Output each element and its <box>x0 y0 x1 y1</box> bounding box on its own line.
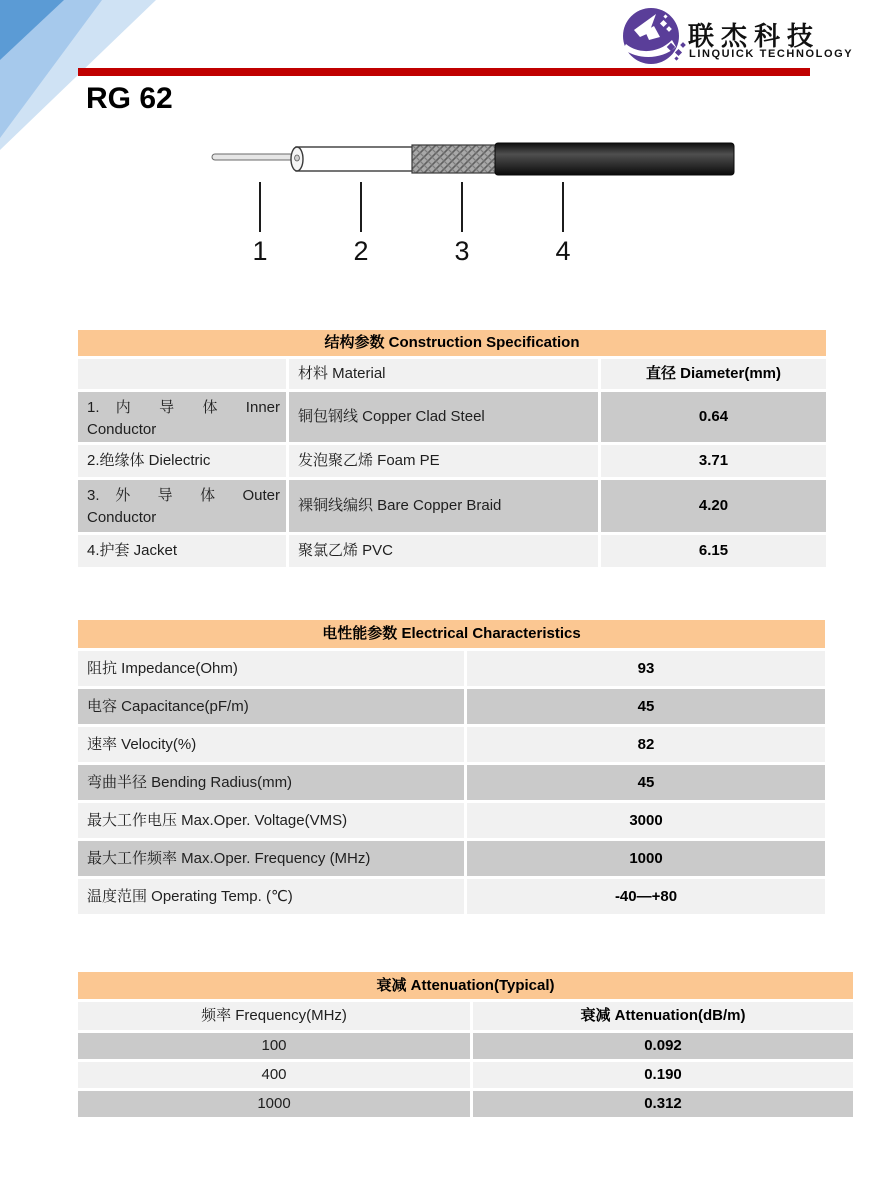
construction-row-name <box>78 392 286 442</box>
electrical-table <box>78 620 825 914</box>
cable-braid <box>412 145 500 173</box>
electrical-table-title: 电性能参数 Electrical Characteristics <box>78 620 825 648</box>
electrical-row-label: 速率 Velocity(%) <box>78 727 464 762</box>
diagram-leader-lines <box>260 182 563 232</box>
diagram-part-numbers <box>252 236 570 266</box>
attenuation-table-title: 衰减 Attenuation(Typical) <box>78 972 853 999</box>
construction-row-name-line2: Conductor <box>87 420 157 438</box>
electrical-row-value: 93 <box>467 651 825 686</box>
brand-name-english: LINQUICK TECHNOLOGY <box>689 48 854 60</box>
construction-header-diameter: 直径 Diameter(mm) <box>601 359 826 389</box>
construction-header-blank <box>78 359 286 389</box>
construction-row-diameter: 6.15 <box>601 535 826 567</box>
electrical-row-value: -40—+80 <box>467 879 825 914</box>
cable-inner-conductor <box>212 154 304 160</box>
electrical-row-value: 45 <box>467 689 825 724</box>
construction-row-name-line1: 1. 内 导 体 Inner <box>87 399 280 416</box>
electrical-row-label: 弯曲半径 Bending Radius(mm) <box>78 765 464 800</box>
diagram-label-1: 1 <box>252 236 268 266</box>
construction-header-material: 材料 Material <box>289 359 598 389</box>
construction-row-name-line1: 3. 外 导 体 Outer <box>87 487 280 504</box>
attenuation-table <box>78 972 853 1117</box>
diagram-label-3: 3 <box>454 236 470 266</box>
construction-table-title: 结构参数 Construction Specification <box>78 330 826 356</box>
diagram-label-4: 4 <box>555 236 571 266</box>
attenuation-row-frequency: 100 <box>78 1033 470 1059</box>
construction-row-diameter: 3.71 <box>601 445 826 477</box>
brand-name-chinese: 联杰科技 <box>688 21 821 51</box>
electrical-row-value: 1000 <box>467 841 825 876</box>
electrical-row-label: 最大工作电压 Max.Oper. Voltage(VMS) <box>78 803 464 838</box>
electrical-row-value: 45 <box>467 765 825 800</box>
attenuation-header-value: 衰减 Attenuation(dB/m) <box>473 1002 853 1030</box>
brand-logo-icon <box>618 4 690 68</box>
construction-row-material: 铜包钢线 Copper Clad Steel <box>289 392 598 442</box>
cable-jacket <box>495 143 734 175</box>
page-title: RG 62 <box>86 82 173 115</box>
construction-row-name: 4.护套 Jacket <box>78 535 286 567</box>
header-rule <box>78 68 810 76</box>
construction-row-material: 发泡聚乙烯 Foam PE <box>289 445 598 477</box>
construction-row-diameter: 0.64 <box>601 392 826 442</box>
diagram-label-2: 2 <box>353 236 369 266</box>
electrical-row-label: 最大工作频率 Max.Oper. Frequency (MHz) <box>78 841 464 876</box>
electrical-row-label: 电容 Capacitance(pF/m) <box>78 689 464 724</box>
construction-row-diameter: 4.20 <box>601 480 826 532</box>
construction-table <box>78 330 826 567</box>
electrical-row-value: 3000 <box>467 803 825 838</box>
cable-diagram <box>200 133 760 268</box>
electrical-row-value: 82 <box>467 727 825 762</box>
attenuation-row-frequency: 1000 <box>78 1091 470 1117</box>
construction-row-material: 裸铜线编织 Bare Copper Braid <box>289 480 598 532</box>
construction-row-material: 聚氯乙烯 PVC <box>289 535 598 567</box>
electrical-row-label: 阻抗 Impedance(Ohm) <box>78 651 464 686</box>
construction-row-name <box>78 480 286 532</box>
attenuation-row-value: 0.312 <box>473 1091 853 1117</box>
construction-row-name: 2.绝缘体 Dielectric <box>78 445 286 477</box>
cable-dielectric <box>291 147 417 171</box>
electrical-row-label: 温度范围 Operating Temp. (℃) <box>78 879 464 914</box>
attenuation-row-value: 0.190 <box>473 1062 853 1088</box>
attenuation-row-value: 0.092 <box>473 1033 853 1059</box>
construction-row-name-line2: Conductor <box>87 508 157 526</box>
attenuation-header-frequency: 频率 Frequency(MHz) <box>78 1002 470 1030</box>
attenuation-row-frequency: 400 <box>78 1062 470 1088</box>
